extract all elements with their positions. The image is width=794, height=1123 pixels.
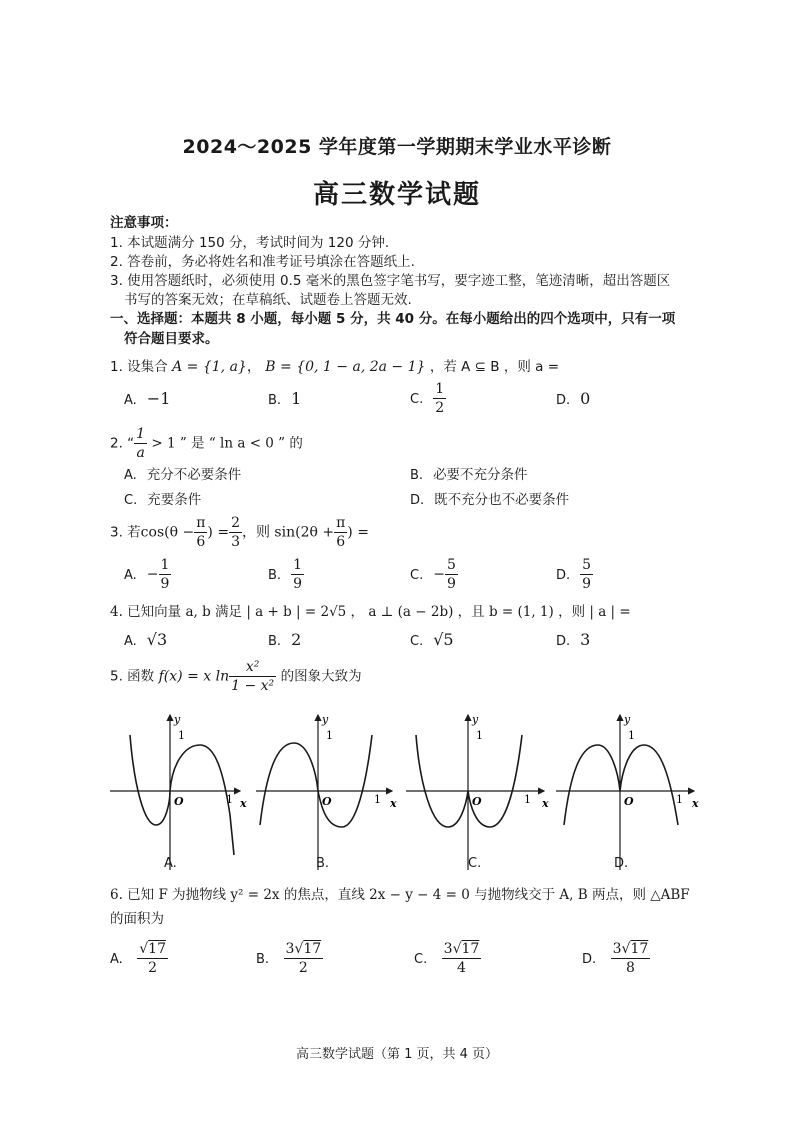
graph-d-origin: O (624, 795, 634, 808)
graph-c-one-x: 1 (524, 793, 531, 806)
graph-a-one-x: 1 (226, 793, 233, 806)
graph-c (406, 713, 549, 870)
notice-item-1: 1. 本试题满分 150 分，考试时间为 120 分钟. (110, 235, 390, 251)
question-6-stem: 6. 已知 F 为抛物线 y² = 2x 的焦点，直线 2x − y − 4 = 0 与抛物线交于 A, B 两点，则 △ABF (110, 887, 690, 903)
graph-c-x-label: x (542, 797, 549, 810)
graph-b-y-label: y (322, 713, 329, 726)
exam-title: 2024～2025 学年度第一学期期末学业水平诊断 (182, 136, 612, 158)
question-1-stem: 1. 设集合 A = {1, a}， B = {0, 1 − a, 2a − 1} ，若 A ⊆ B ，则 a = (110, 359, 560, 375)
graph-d (556, 713, 699, 870)
graph-a-y-label: y (174, 713, 181, 726)
graph-a-origin: O (174, 795, 184, 808)
question-5-stem: 5. 函数 f(x) = x ln $\frac{\text{x²}}{\text{1 − x²}}$ 的图象大致为 (110, 659, 362, 694)
question-2-option-d: D. 既不充分也不必要条件 (410, 492, 570, 508)
question-1-option-d: D. 0 (556, 389, 591, 408)
question-6-option-c: C. $\frac{3√17}{4}$ (414, 941, 480, 976)
question-5-option-a: A. (164, 856, 177, 871)
graph-b-one-y: 1 (326, 729, 333, 742)
question-4-option-b: B. 2 (268, 630, 302, 649)
graph-b-curve (260, 735, 372, 827)
graph-c-origin: O (472, 795, 482, 808)
question-6-option-d: D. $\frac{3√17}{8}$ (582, 941, 649, 976)
graph-a-one-y: 1 (178, 729, 185, 742)
question-5-option-d: D. (614, 856, 629, 871)
question-1-option-c: C. $\frac{1}{2}$ (410, 381, 445, 416)
question-3-option-d: D. $\frac{5}{9}$ (556, 557, 592, 592)
notice-item-3: 3. 使用答题纸时，必须使用 0.5 毫米的黑色签字笔书写，要字迹工整，笔迹清晰，超出答题区 (110, 273, 671, 289)
question-5-option-c: C. (468, 856, 482, 871)
graph-a-x-label: x (240, 797, 247, 810)
graph-c-one-y: 1 (476, 729, 483, 742)
graph-b-one-x: 1 (374, 793, 381, 806)
notice-heading: 注意事项： (110, 215, 178, 231)
graph-d-curve (564, 745, 678, 825)
question-3-option-b: B. $\frac{1}{9}$ (268, 557, 302, 592)
question-4-option-a: A. √3 (124, 630, 168, 649)
section-heading-cont: 符合题目要求。 (124, 331, 219, 347)
graph-b-origin: O (322, 795, 332, 808)
question-5-graphs (100, 705, 720, 875)
question-2-option-b: B. 必要不充分条件 (410, 467, 528, 483)
question-6-option-b: B. $\frac{3√17}{2}$ (256, 941, 322, 976)
question-4-option-c: C. √5 (410, 630, 454, 649)
graph-c-curve (416, 735, 522, 827)
page-footer: 高三数学试题（第 1 页，共 4 页） (295, 1047, 499, 1062)
graph-d-y-label: y (624, 713, 631, 726)
question-3-option-a: A. − $\frac{1}{9}$ (124, 557, 170, 592)
question-4-stem: 4. 已知向量 a, b 满足 | a + b | = 2√5 ， a ⊥ (a − 2b) ，且 b = (1, 1) ，则 | a | = (110, 604, 631, 620)
question-2-stem: 2. “ $\frac{1}{a}$ > 1 ” 是 “ ln a < 0 ” 的 (110, 426, 303, 461)
question-1-option-b: B. 1 (268, 389, 302, 408)
question-1-option-a: A. −1 (124, 389, 171, 408)
notice-item-3-cont: 书写的答案无效；在草稿纸、试题卷上答题无效. (124, 292, 412, 308)
question-3-stem: 3. 若cos(θ − $\frac{\pi}{6}$ ) = $\frac{2}{3}$ ，则 sin(2θ + $\frac{\pi}{6}$ ) = (110, 515, 369, 550)
graph-d-one-x: 1 (676, 793, 683, 806)
question-3-option-c: C. − $\frac{5}{9}$ (410, 557, 456, 592)
section-heading: 一、选择题：本题共 8 小题，每小题 5 分，共 40 分。在每小题给出的四个选项中，只有一项 (110, 311, 676, 327)
graph-d-x-label: x (692, 797, 699, 810)
graph-a (110, 713, 247, 870)
question-5-option-b: B. (316, 856, 330, 871)
question-4-option-d: D. 3 (556, 630, 591, 649)
graph-b (256, 713, 397, 870)
graph-c-y-label: y (472, 713, 479, 726)
question-6-stem-cont: 的面积为 (110, 911, 164, 927)
question-2-option-a: A. 充分不必要条件 (124, 467, 242, 483)
graph-b-x-label: x (390, 797, 397, 810)
question-6-option-a: A. $\frac{√17}{2}$ (110, 941, 166, 976)
notice-item-2: 2. 答卷前，务必将姓名和准考证号填涂在答题纸上. (110, 254, 415, 270)
exam-subject-title: 高三数学试题 (312, 180, 481, 210)
graph-d-one-y: 1 (628, 729, 635, 742)
question-2-option-c: C. 充要条件 (124, 492, 202, 508)
